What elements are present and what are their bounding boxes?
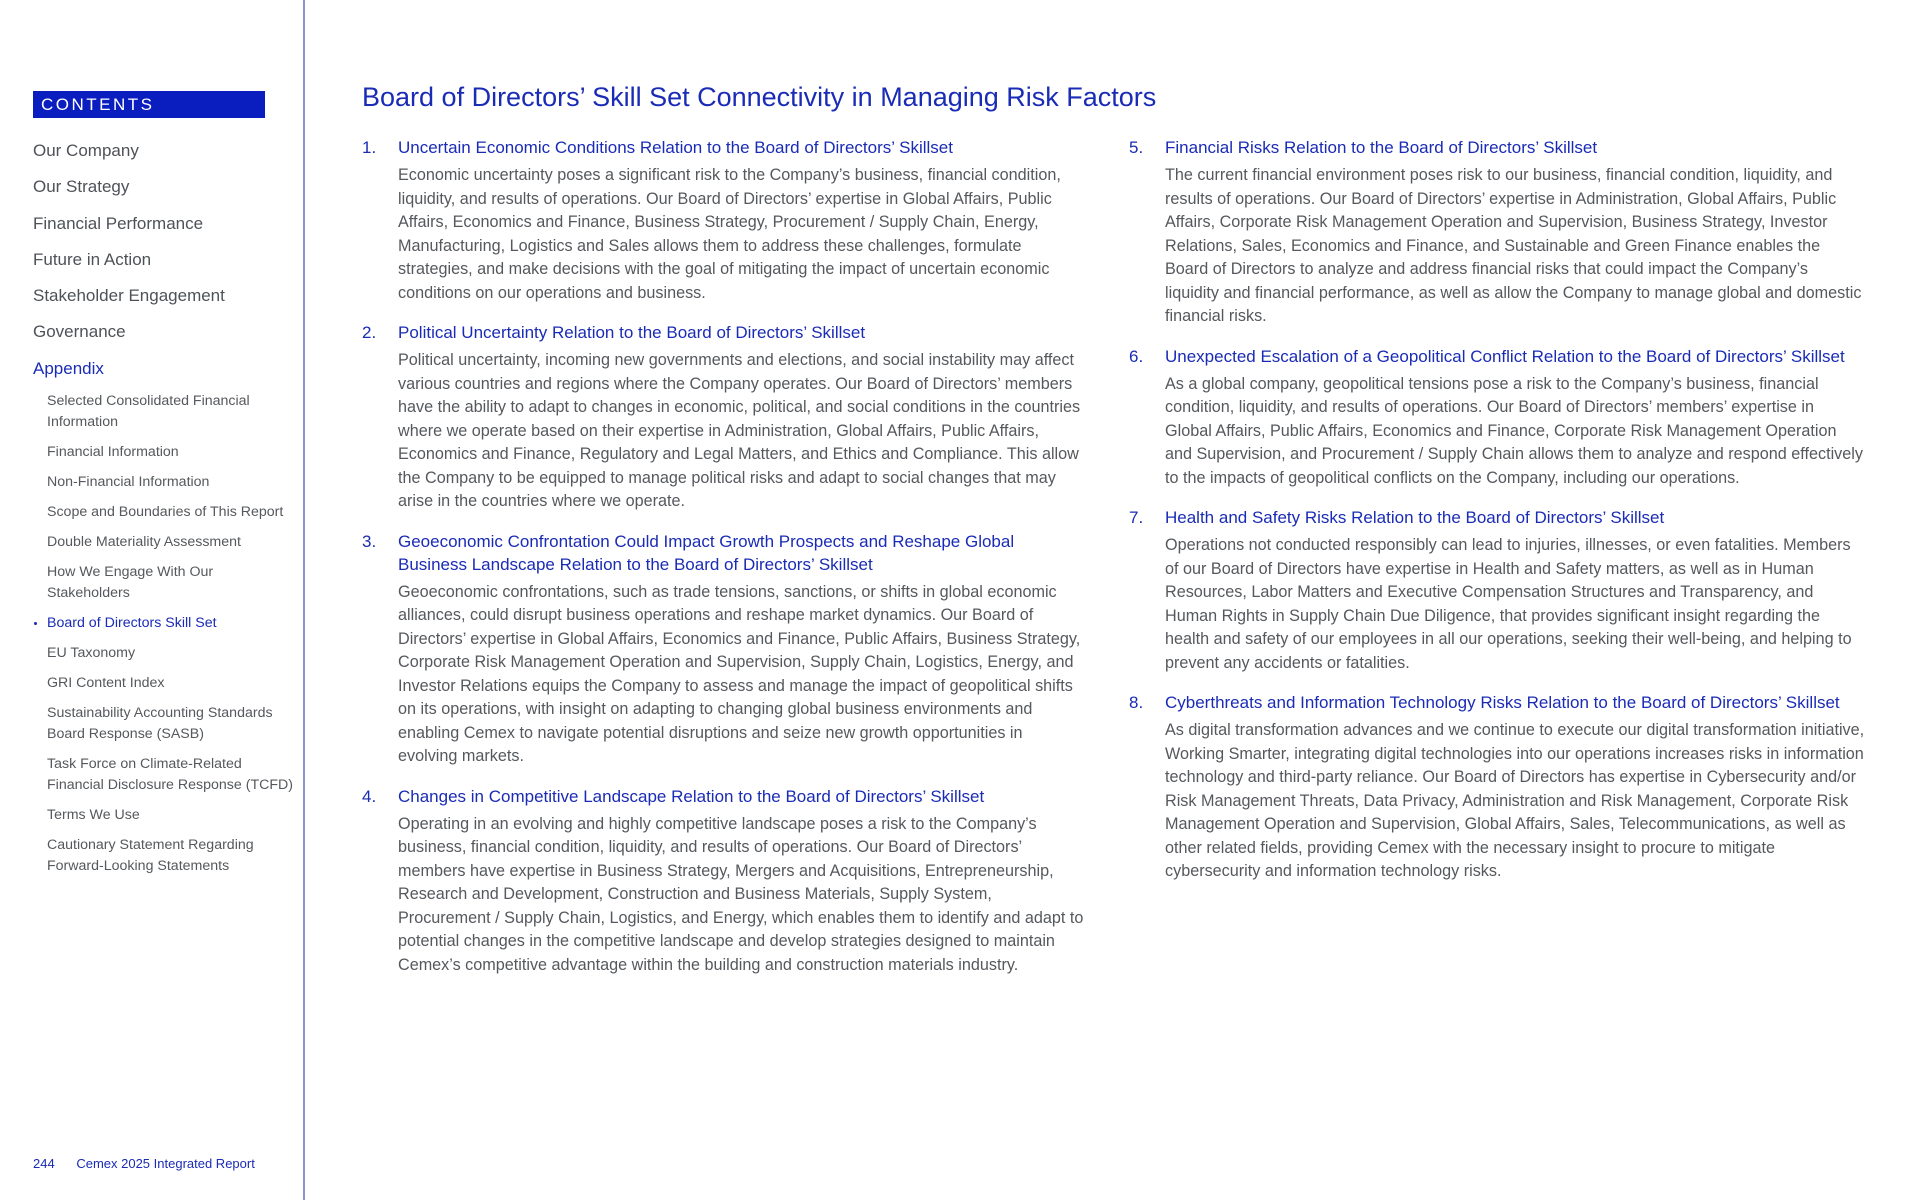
risk-item (362, 530, 1086, 769)
risk-body: As a global company, geopolitical tensions pose a risk to the Company’s business, financial condition, liquidity, and results of operations. Our Board of Directors’ members’ expertise in Global Affairs, Public Affairs, Economics and Finance, Corporate Risk Management Operation and Supervision, and Procurement / Supply Chain allows them to analyze and respond effectively to the impacts of geopolitical conflicts on the Company, including our operations. (1165, 374, 1863, 487)
subnav-item-financial-information[interactable]: Financial Information (47, 444, 179, 460)
risk-number: 3. (362, 531, 377, 551)
subnav-item-cautionary-statement[interactable]: Cautionary Statement Regarding Forward-Looking Statements (47, 837, 254, 874)
risk-item (362, 785, 1086, 978)
risk-heading: Political Uncertainty Relation to the Board of Directors’ Skillset (398, 323, 866, 342)
risk-item (362, 136, 1086, 305)
contents-header[interactable]: CONTENTS (33, 91, 265, 118)
subnav-item-gri-content-index[interactable]: GRI Content Index (47, 675, 165, 691)
subnav-item-scope-and-boundaries[interactable]: Scope and Boundaries of This Report (47, 504, 284, 520)
page-number: 244 (33, 1156, 55, 1171)
subnav-item-terms-we-use[interactable]: Terms We Use (47, 807, 140, 823)
nav-item-appendix[interactable]: Appendix (33, 358, 104, 378)
risk-item (1129, 691, 1865, 884)
risk-number: 4. (362, 786, 377, 806)
nav-item-our-strategy[interactable]: Our Strategy (33, 177, 130, 197)
subnav-item-non-financial-information[interactable]: Non-Financial Information (47, 474, 210, 490)
nav-item-our-company[interactable]: Our Company (33, 141, 139, 160)
appendix-subnav (47, 391, 297, 886)
risk-number: 7. (1129, 508, 1144, 527)
risk-item (1129, 136, 1865, 329)
risk-column-left (362, 136, 1086, 993)
risk-heading: Unexpected Escalation of a Geopolitical Conflict Relation to the Board of Directors’ Skillset (1165, 346, 1845, 366)
risk-body: Operations not conducted responsibly can lead to injuries, illnesses, or even fatalities. Members of our Board of Directors have expertise in Health and Safety matters, as well as in Human Resources, Labor Matters and Executive Compensation Structures and Transparency, and Human Rights in Supply Chain Due Diligence, that provides significant insight regarding the health and safety of our employees in all our operations, seeking their well-being, and helping to prevent any accidents or fatalities. (1165, 536, 1852, 672)
risk-column-right (1129, 136, 1865, 900)
subnav-item-board-of-directors-skill-set[interactable]: Board of Directors Skill Set (47, 613, 297, 634)
nav-item-future-in-action[interactable]: Future in Action (33, 249, 152, 269)
risk-body: As digital transformation advances and we continue to execute our digital transformation initiative, Working Smarter, integrating digital technologies into our operations increases risks in information technology and third-party reliance. Our Board of Directors has expertise in Cybersecurity and/or Risk Management Threats, Data Privacy, Administration and Risk Management, Corporate Risk Management Operation and Supervision, Global Affairs, Sales, Telecommunications, as well as other related fields, providing Cemex with the necessary insight to procure to mitigate cybersecurity and information technology risks. (1165, 721, 1865, 880)
subnav-item-sasb[interactable]: Sustainability Accounting Standards Board Response (SASB) (47, 705, 273, 742)
risk-item (362, 321, 1086, 514)
subnav-item-eu-taxonomy[interactable]: EU Taxonomy (47, 645, 136, 661)
nav-item-governance[interactable]: Governance (33, 322, 126, 342)
risk-heading: Uncertain Economic Conditions Relation to the Board of Directors’ Skillset (398, 138, 953, 157)
risk-number: 5. (1129, 138, 1144, 157)
risk-body: Operating in an evolving and highly competitive landscape poses a risk to the Company’s business, financial condition, liquidity, and results of operations. Our Board of Directors’ members have expertise in Business Strategy, Mergers and Acquisitions, Entrepreneurship, Research and Development, Construction and Business Materials, Supply System, Procurement / Supply Chain, Logistics, and Energy, which enables them to identify and adapt to potential changes in the competitive landscape and develop strategies designed to maintain Cemex’s competitive advantage within the building and construction materials industry. (398, 814, 1084, 974)
risk-heading: Financial Risks Relation to the Board of Directors’ Skillset (1165, 138, 1598, 157)
risk-body: Economic uncertainty poses a significant risk to the Company’s business, financial condition, liquidity, and results of operations. Our Board of Directors’ expertise in Global Affairs, Public Affairs, Economics and Finance, Business Strategy, Procurement / Supply Chain, Energy, Manufacturing, Logistics and Sales allows them to address these challenges, formulate strategies, and make decisions with the goal of mitigating the impact of uncertain economic conditions on our operations and business. (398, 166, 1061, 302)
risk-item (1129, 345, 1865, 491)
risk-heading: Health and Safety Risks Relation to the Board of Directors’ Skillset (1165, 508, 1665, 527)
page-title: Board of Directors’ Skill Set Connectivity in Managing Risk Factors (362, 82, 1157, 112)
subnav-item-selected-consolidated-financial-information[interactable]: Selected Consolidated Financial Information (47, 393, 250, 430)
risk-number: 1. (362, 138, 377, 157)
risk-item (1129, 506, 1865, 675)
page-footer (33, 1156, 255, 1171)
risk-number: 6. (1129, 346, 1144, 366)
risk-body: Geoeconomic confrontations, such as trade tensions, sanctions, or shifts in global economic alliances, could disrupt business operations and reshape market dynamics. Our Board of Directors’ expertise in Global Affairs, Economics and Finance, Public Affairs, Business Strategy, Corporate Risk Management Operation and Supervision, Supply Chain, Logistics, Energy, and Investor Relations equips the Company to assess and manage the impact of geopolitical shifts on its operations, with insight on adapting to changing global business environments and enabling Cemex to navigate potential disruptions and seize new growth opportunities in evolving markets. (398, 582, 1081, 765)
risk-number: 8. (1129, 693, 1144, 712)
report-name: Cemex 2025 Integrated Report (76, 1156, 255, 1171)
risk-body: Political uncertainty, incoming new governments and elections, and social instability may affect various countries and regions where the Company operates. Our Board of Directors’ members have the ability to adapt to changes in economic, political, and social conditions in the countries where we operate based on their expertise in Administration, Global Affairs, Public Affairs, Economics and Finance, Regulatory and Legal Matters, and Ethics and Compliance. This allow the Company to be equipped to manage political risks and adapt to social changes that may arise in the countries where we operate. (398, 351, 1081, 510)
subnav-item-how-we-engage[interactable]: How We Engage With Our Stakeholders (47, 564, 214, 601)
risk-heading: Geoeconomic Confrontation Could Impact Growth Prospects and Reshape Global Business Landscape Relation to the Board of Directors’ Skillset (398, 531, 1015, 574)
risk-heading: Cyberthreats and Information Technology Risks Relation to the Board of Directors’ Skillset (1165, 693, 1840, 712)
risk-number: 2. (362, 323, 377, 342)
sidebar (0, 0, 305, 1200)
risk-heading: Changes in Competitive Landscape Relation to the Board of Directors’ Skillset (398, 786, 985, 806)
subnav-item-tcfd[interactable]: Task Force on Climate-Related Financial Disclosure Response (TCFD) (47, 756, 293, 793)
subnav-item-double-materiality-assessment[interactable]: Double Materiality Assessment (47, 534, 241, 550)
main-nav (33, 138, 225, 392)
nav-item-financial-performance[interactable]: Financial Performance (33, 213, 204, 233)
nav-item-stakeholder-engagement[interactable]: Stakeholder Engagement (33, 286, 225, 306)
risk-body: The current financial environment poses risk to our business, financial condition, liquidity, and results of operations. Our Board of Directors’ expertise in Administration, Global Affairs, Public Affairs, Corporate Risk Management Operation and Supervision, Business Strategy, Investor Relations, Sales, Economics and Finance, and Sustainable and Green Finance enables the Board of Directors to analyze and address financial risks that could impact the Company’s liquidity and financial performance, as well as allow the Company to manage global and domestic financial risks. (1165, 166, 1862, 325)
